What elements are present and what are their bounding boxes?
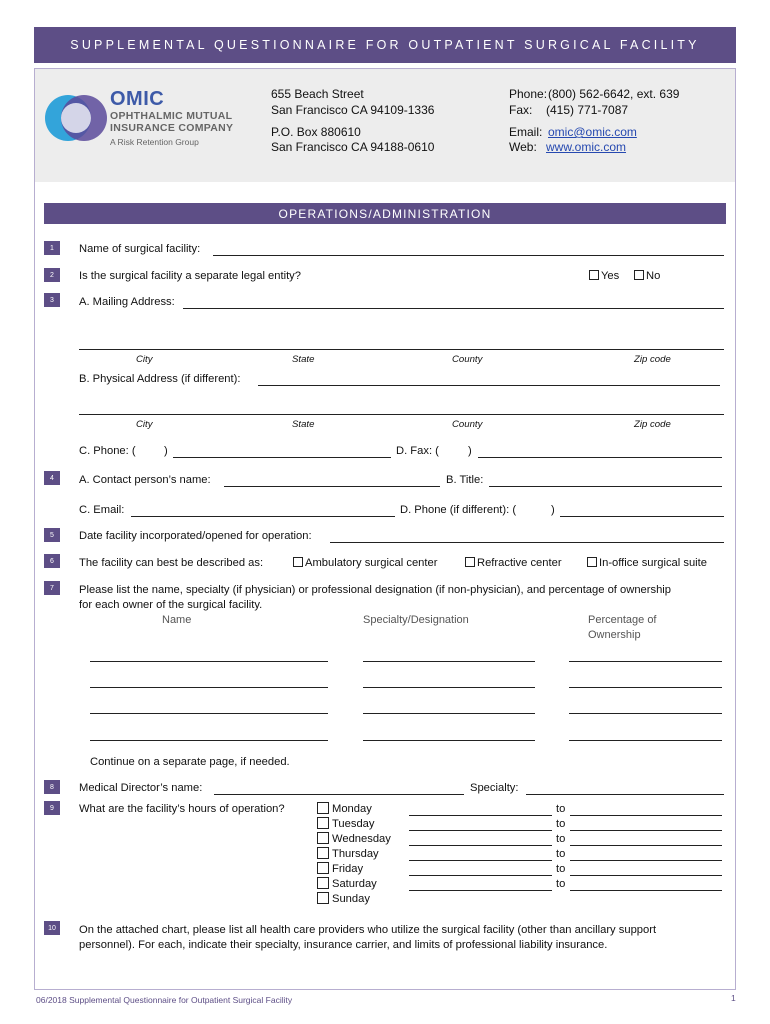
close-time-field[interactable] bbox=[570, 875, 722, 876]
web-link[interactable]: www.omic.com bbox=[546, 140, 627, 154]
owner-specialty-field[interactable] bbox=[363, 740, 535, 741]
email-label: Email: bbox=[509, 125, 543, 139]
county-label: County bbox=[452, 419, 483, 430]
question-number: 1 bbox=[44, 241, 60, 255]
open-time-field[interactable] bbox=[409, 875, 552, 876]
owner-percent-header-2: Ownership bbox=[588, 629, 641, 641]
facility-name-field[interactable] bbox=[213, 255, 724, 256]
day-checkbox[interactable] bbox=[317, 892, 329, 904]
close-time-field[interactable] bbox=[570, 860, 722, 861]
city-label: City bbox=[136, 354, 153, 365]
phone-value: (800) 562-6642, ext. 639 bbox=[548, 87, 680, 101]
owner-percent-header-1: Percentage of bbox=[588, 614, 657, 626]
ambulatory-checkbox[interactable] bbox=[293, 557, 303, 567]
phone-label: Phone: bbox=[509, 87, 548, 101]
phone-paren-close: ) bbox=[164, 445, 168, 457]
fax-paren-close: ) bbox=[468, 445, 472, 457]
question-number: 5 bbox=[44, 528, 60, 542]
facility-phone-label: C. Phone: ( bbox=[79, 445, 136, 457]
logo-name: OMIC bbox=[110, 88, 165, 110]
no-checkbox[interactable] bbox=[634, 270, 644, 280]
address-city-2: San Francisco CA 94188-0610 bbox=[271, 140, 435, 154]
question-number: 8 bbox=[44, 780, 60, 794]
county-label: County bbox=[452, 354, 483, 365]
facility-fax-label: D. Fax: ( bbox=[396, 445, 439, 457]
day-checkbox[interactable] bbox=[317, 802, 329, 814]
owner-specialty-header: Specialty/Designation bbox=[363, 614, 469, 626]
day-label: Friday bbox=[332, 863, 364, 875]
contact-phone-label: D. Phone (if different): ( bbox=[400, 504, 517, 516]
close-time-field[interactable] bbox=[570, 815, 722, 816]
question-number: 10 bbox=[44, 921, 60, 935]
to-label: to bbox=[556, 863, 566, 875]
zip-label: Zip code bbox=[634, 354, 671, 365]
mailing-address-line-2[interactable] bbox=[79, 349, 724, 350]
director-specialty-field[interactable] bbox=[526, 794, 724, 795]
contact-phone-field[interactable] bbox=[560, 516, 724, 517]
section-header: OPERATIONS/ADMINISTRATION bbox=[44, 203, 726, 224]
medical-director-field[interactable] bbox=[214, 794, 464, 795]
in-office-checkbox[interactable] bbox=[587, 557, 597, 567]
yes-checkbox[interactable] bbox=[589, 270, 599, 280]
open-time-field[interactable] bbox=[409, 860, 552, 861]
legal-entity-yes[interactable]: Yes bbox=[589, 270, 619, 282]
question-number: 6 bbox=[44, 554, 60, 568]
contact-email-field[interactable] bbox=[131, 516, 395, 517]
day-checkbox[interactable] bbox=[317, 877, 329, 889]
option-ambulatory[interactable]: Ambulatory surgical center bbox=[293, 557, 437, 569]
continue-note: Continue on a separate page, if needed. bbox=[90, 756, 290, 768]
question-number: 4 bbox=[44, 471, 60, 485]
address-city-1: San Francisco CA 94109-1336 bbox=[271, 103, 435, 117]
to-label: to bbox=[556, 833, 566, 845]
incorporated-date-label: Date facility incorporated/opened for operation: bbox=[79, 530, 312, 542]
question-number: 2 bbox=[44, 268, 60, 282]
facility-type-label: The facility can best be described as: bbox=[79, 557, 264, 569]
physical-address-line-2[interactable] bbox=[79, 414, 724, 415]
address-pobox: P.O. Box 880610 bbox=[271, 125, 361, 139]
providers-instructions-2: personnel). For each, indicate their specialty, insurance carrier, and limits of professional liability insurance. bbox=[79, 939, 608, 951]
day-label: Saturday bbox=[332, 878, 377, 890]
owner-specialty-field[interactable] bbox=[363, 661, 535, 662]
day-label: Wednesday bbox=[332, 833, 391, 845]
contact-name-label: A. Contact person’s name: bbox=[79, 474, 211, 486]
open-time-field[interactable] bbox=[409, 815, 552, 816]
option-refractive[interactable]: Refractive center bbox=[465, 557, 562, 569]
form-banner: SUPPLEMENTAL QUESTIONNAIRE FOR OUTPATIENT SURGICAL FACILITY bbox=[34, 27, 736, 63]
owner-name-field[interactable] bbox=[90, 687, 328, 688]
fax-label: Fax: bbox=[509, 103, 533, 117]
contact-title-field[interactable] bbox=[489, 486, 722, 487]
facility-phone-field[interactable] bbox=[173, 457, 391, 458]
legal-entity-no[interactable]: No bbox=[634, 270, 660, 282]
state-label: State bbox=[292, 354, 315, 365]
incorporated-date-field[interactable] bbox=[330, 542, 724, 543]
hours-question: What are the facility’s hours of operation? bbox=[79, 803, 285, 815]
facility-name-label: Name of surgical facility: bbox=[79, 243, 201, 255]
contact-name-field[interactable] bbox=[224, 486, 440, 487]
footer-text: 06/2018 Supplemental Questionnaire for Outpatient Surgical Facility bbox=[36, 995, 293, 1005]
refractive-checkbox[interactable] bbox=[465, 557, 475, 567]
contact-phone-paren-close: ) bbox=[551, 504, 555, 516]
owner-name-field[interactable] bbox=[90, 661, 328, 662]
physical-address-field[interactable] bbox=[258, 385, 720, 386]
legal-entity-question: Is the surgical facility a separate legal entity? bbox=[79, 270, 302, 282]
day-label: Monday bbox=[332, 803, 372, 815]
day-label: Thursday bbox=[332, 848, 379, 860]
to-label: to bbox=[556, 818, 566, 830]
ownership-instructions-2: for each owner of the surgical facility. bbox=[79, 599, 263, 611]
owner-percent-field[interactable] bbox=[569, 661, 722, 662]
to-label: to bbox=[556, 803, 566, 815]
owner-name-field[interactable] bbox=[90, 713, 328, 714]
owner-specialty-field[interactable] bbox=[363, 687, 535, 688]
fax-value: (415) 771-7087 bbox=[546, 103, 629, 117]
day-checkbox[interactable] bbox=[317, 847, 329, 859]
email-link[interactable]: omic@omic.com bbox=[548, 125, 637, 139]
day-checkbox[interactable] bbox=[317, 817, 329, 829]
providers-instructions-1: On the attached chart, please list all health care providers who utilize the surgical facility (other than ancillary support bbox=[79, 924, 657, 936]
option-in-office[interactable]: In-office surgical suite bbox=[587, 557, 707, 569]
medical-director-label: Medical Director’s name: bbox=[79, 782, 203, 794]
day-label: Tuesday bbox=[332, 818, 375, 830]
open-time-field[interactable] bbox=[409, 845, 552, 846]
to-label: to bbox=[556, 878, 566, 890]
city-label: City bbox=[136, 419, 153, 430]
page-number: 1 bbox=[731, 993, 736, 1003]
open-time-field[interactable] bbox=[409, 890, 552, 891]
omic-logo-icon bbox=[44, 87, 108, 149]
logo-tagline: A Risk Retention Group bbox=[110, 137, 199, 147]
facility-fax-field[interactable] bbox=[478, 457, 722, 458]
owner-percent-field[interactable] bbox=[569, 687, 722, 688]
contact-title-label: B. Title: bbox=[446, 474, 484, 486]
open-time-field[interactable] bbox=[409, 830, 552, 831]
question-number: 9 bbox=[44, 801, 60, 815]
zip-label: Zip code bbox=[634, 419, 671, 430]
state-label: State bbox=[292, 419, 315, 430]
director-specialty-label: Specialty: bbox=[470, 782, 519, 794]
owner-specialty-field[interactable] bbox=[363, 713, 535, 714]
logo-line-1: OPHTHALMIC MUTUAL bbox=[110, 110, 233, 122]
contact-email-label: C. Email: bbox=[79, 504, 125, 516]
logo-line-2: INSURANCE COMPANY bbox=[110, 122, 234, 134]
mailing-address-label: A. Mailing Address: bbox=[79, 296, 175, 308]
close-time-field[interactable] bbox=[570, 830, 722, 831]
close-time-field[interactable] bbox=[570, 845, 722, 846]
day-checkbox[interactable] bbox=[317, 862, 329, 874]
physical-address-label: B. Physical Address (if different): bbox=[79, 373, 241, 385]
owner-name-field[interactable] bbox=[90, 740, 328, 741]
owner-percent-field[interactable] bbox=[569, 713, 722, 714]
question-number: 3 bbox=[44, 293, 60, 307]
web-label: Web: bbox=[509, 140, 537, 154]
owner-name-header: Name bbox=[162, 614, 192, 626]
address-street: 655 Beach Street bbox=[271, 87, 364, 101]
day-checkbox[interactable] bbox=[317, 832, 329, 844]
to-label: to bbox=[556, 848, 566, 860]
mailing-address-field[interactable] bbox=[183, 308, 724, 309]
ownership-instructions-1: Please list the name, specialty (if physician) or professional designation (if non-physician), and percentage of ownership bbox=[79, 584, 672, 596]
owner-percent-field[interactable] bbox=[569, 740, 722, 741]
day-label: Sunday bbox=[332, 893, 370, 905]
question-number: 7 bbox=[44, 581, 60, 595]
close-time-field[interactable] bbox=[570, 890, 722, 891]
